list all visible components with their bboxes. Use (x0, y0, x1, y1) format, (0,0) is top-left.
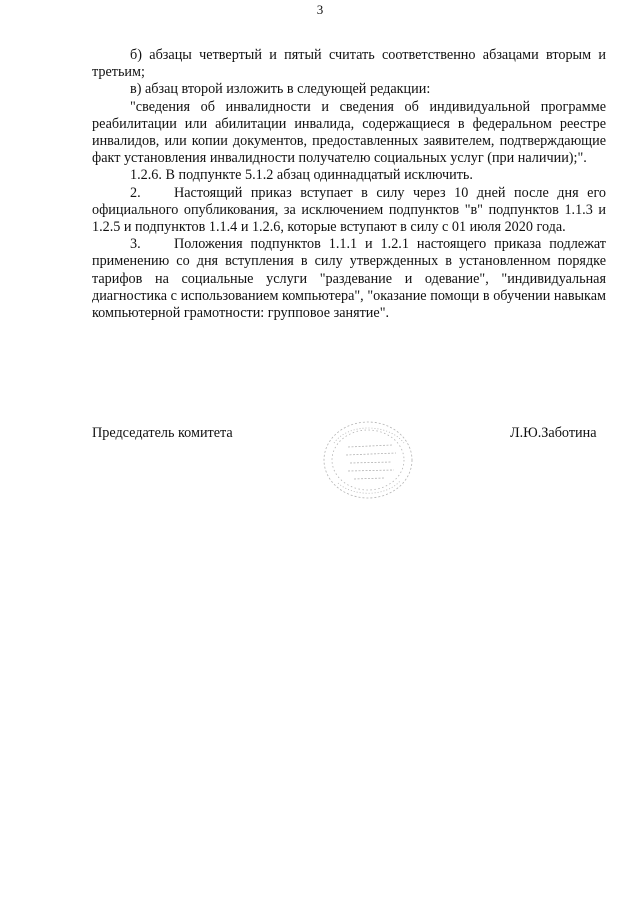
paragraph-b: б) абзацы четвертый и пятый считать соответственно абзацами вторым и третьим; (92, 47, 606, 81)
item-number: 2. (130, 184, 141, 201)
item-text: Положения подпунктов 1.1.1 и 1.2.1 настоящего приказа подлежат применению со дня вступления в силу утвержденных в установленном порядке тарифов на социальные услуги "раздевание и одевание", "индивидуальная диагностика с использованием компьютера", "оказание помощи в обучении навыкам компьютерной грамотности: групповое занятие". (92, 236, 606, 322)
paragraph-1-2-6: 1.2.6. В подпункте 5.1.2 абзац одиннадцатый исключить. (130, 167, 473, 184)
paragraph-item-3 (92, 236, 606, 322)
item-number: 3. (130, 236, 141, 253)
stamp-seal-icon (318, 413, 418, 503)
paragraph-item-2 (92, 185, 606, 237)
item-text: Настоящий приказ вступает в силу через 10 дней после дня его официального опубликования, за исключением подпунктов "в" подпунктов 1.1.3 и 1.2.5 и подпунктов 1.1.4 и 1.2.6, которые вступают в силу с 01 июля 2020 года. (92, 184, 606, 236)
signature-name: Л.Ю.Заботина (510, 425, 597, 441)
paragraph-v: в) абзац второй изложить в следующей редакции: (130, 81, 431, 98)
document-body (92, 47, 606, 322)
paragraph-quote: "сведения об инвалидности и сведения об индивидуальной программе реабилитации или абилитации инвалида, содержащиеся в федеральном реестре инвалидов, или копии документов, предоставленных заявителем, подтверждающие факт установления инвалидности получателю социальных услуг (при наличии);". (92, 98, 606, 167)
signature-title: Председатель комитета (92, 425, 233, 441)
page-number: 3 (316, 2, 324, 17)
